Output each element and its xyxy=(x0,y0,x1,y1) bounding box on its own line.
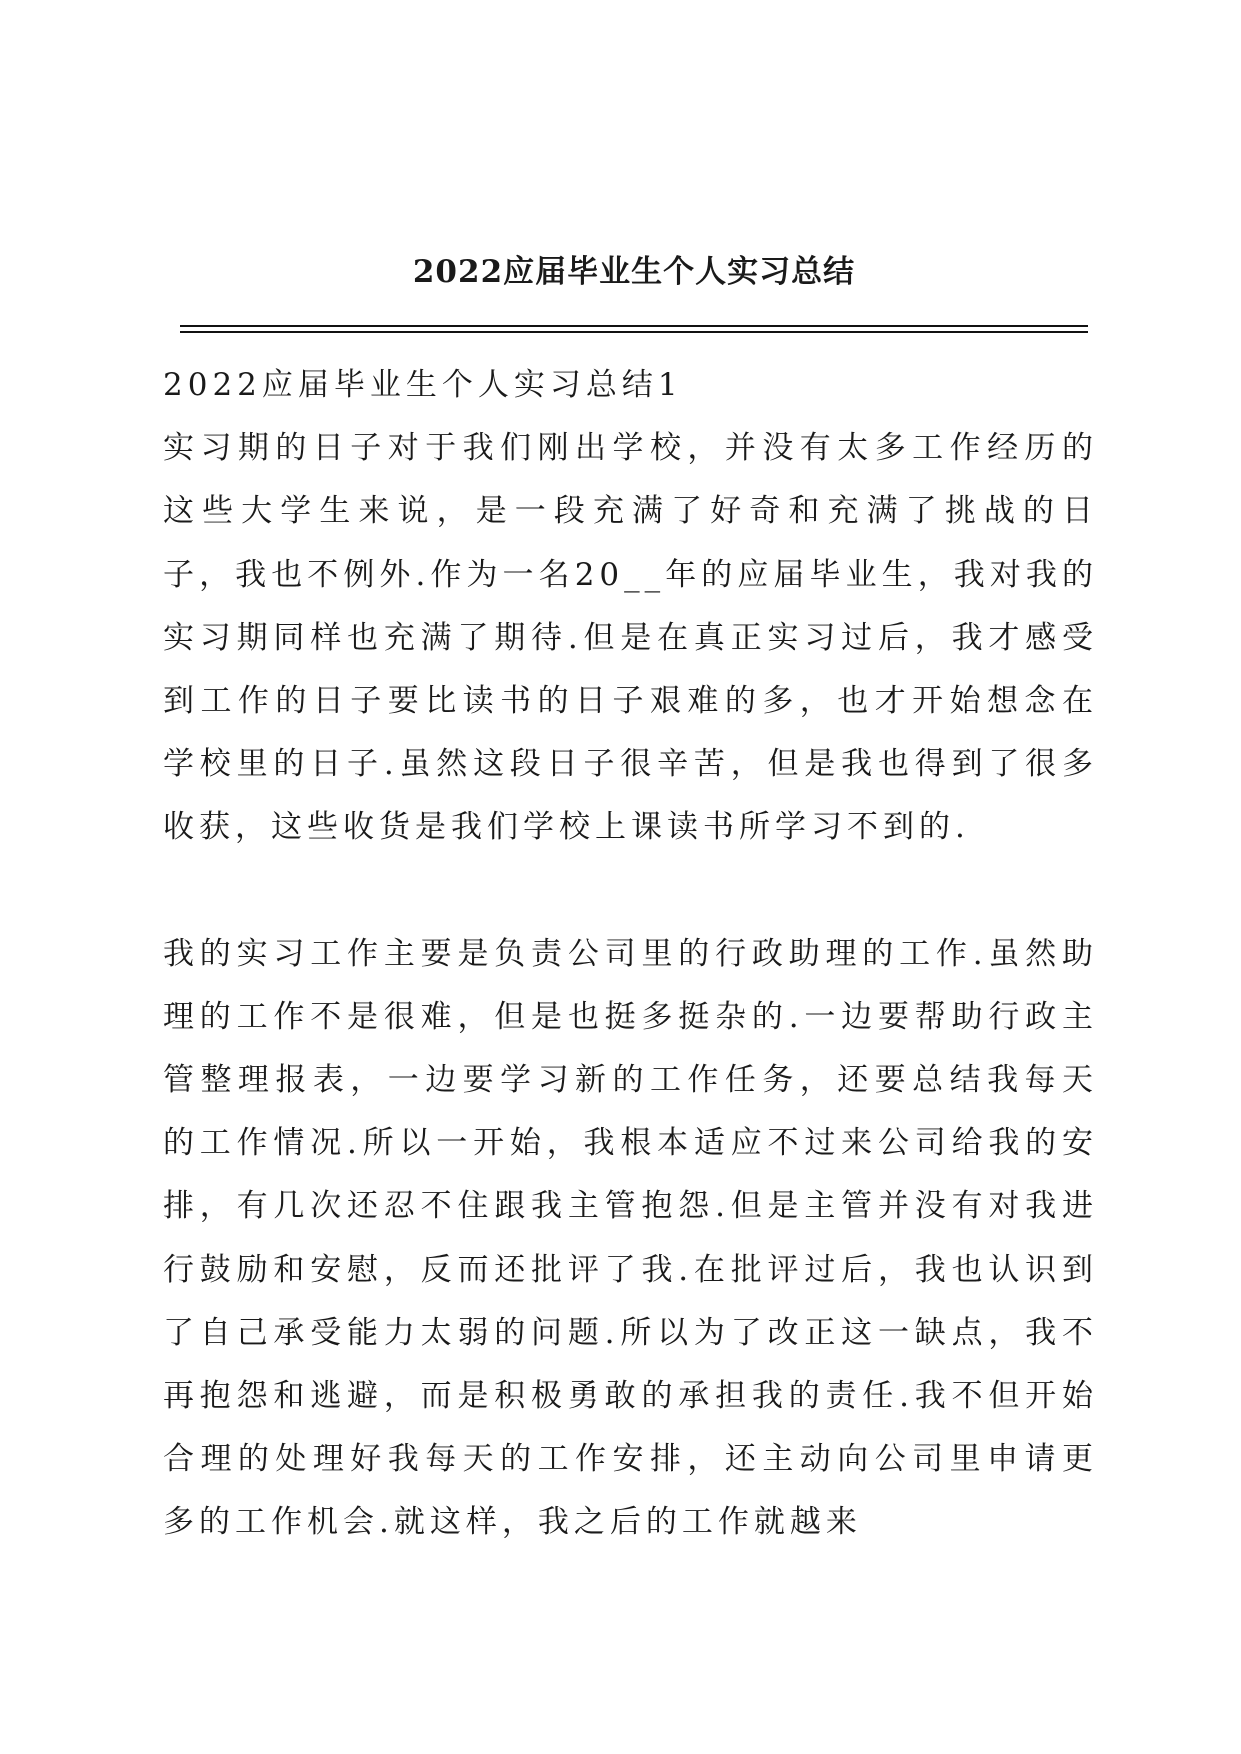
paragraph-2: 我的实习工作主要是负责公司里的行政助理的工作.虽然助理的工作不是很难，但是也挺多挺杂的.一边要帮助行政主管整理报表，一边要学习新的工作任务，还要总结我每天的工作情况.所以一开始，我根本适应不过来公司给我的安排，有几次还忍不住跟我主管抱怨.但是主管并没有对我进行鼓励和安慰，反而还批评了我.在批评过后，我也认识到了自己承受能力太弱的问题.所以为了改正这一缺点，我不再抱怨和逃避，而是积极勇敢的承担我的责任.我不但开始合理的处理好我每天的工作安排，还主动向公司里申请更多的工作机会.就这样，我之后的工作就越来 xyxy=(163,935,1098,1541)
section-heading: 2022应届毕业生个人实习总结1 xyxy=(163,367,683,403)
paragraph-1: 实习期的日子对于我们刚出学校，并没有太多工作经历的这些大学生来说，是一段充满了好奇和充满了挑战的日子，我也不例外.作为一名20__年的应届毕业生，我对我的实习期同样也充满了期待.但是在真正实习过后，我才感受到工作的日子要比读书的日子艰难的多，也才开始想念在学校里的日子.虽然这段日子很辛苦，但是我也得到了很多收获，这些收货是我们学校上课读书所学习不到的. xyxy=(163,430,1098,846)
document-title: 2022应届毕业生个人实习总结 xyxy=(412,254,856,290)
title-divider-bottom xyxy=(180,331,1088,333)
document-body xyxy=(163,354,1098,1555)
title-divider-top xyxy=(180,325,1088,327)
